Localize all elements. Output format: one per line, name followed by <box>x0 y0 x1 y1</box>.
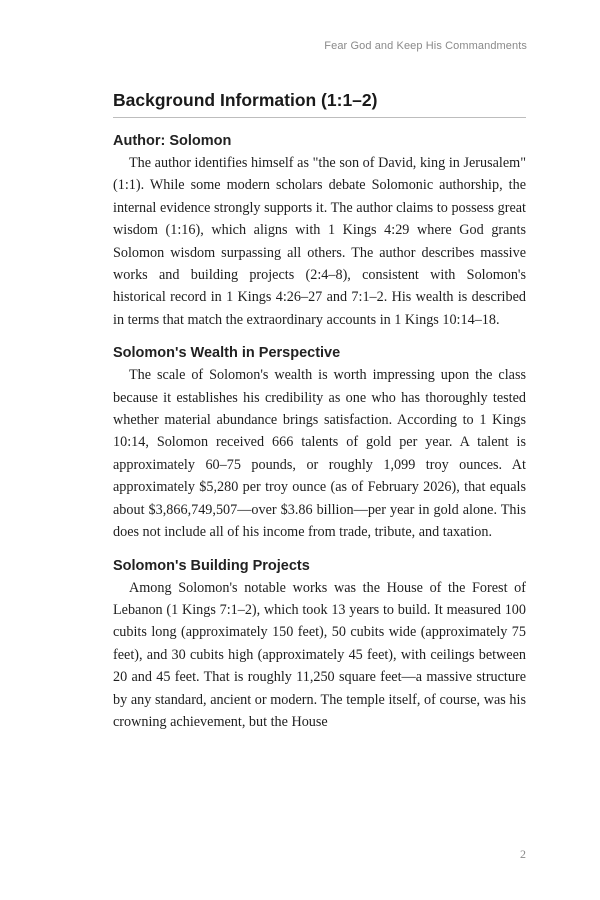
subsection-author <box>113 133 526 331</box>
body-paragraph: Among Solomon's notable works was the House of the Forest of Lebanon (1 Kings 7:1–2), which took 13 years to build. It measured 100 cubits long (approximately 150 feet), 50 cubits wide (approximately 75 feet), and 30 cubits high (approximately 45 feet), with ceilings between 20 and 45 feet. That is roughly 11,250 square feet—a massive structure by any standard, ancient or modern. The temple itself, of course, was his crowning achievement, but the House <box>113 579 526 730</box>
subsection-heading: Author: Solomon <box>113 133 232 149</box>
page-body <box>113 90 526 733</box>
section-title: Background Information (1:1–2) <box>113 90 526 118</box>
body-paragraph: The scale of Solomon's wealth is worth impressing upon the class because it establishes his credibility as one who has thoroughly tested whether material abundance brings satisfaction. According to 1 Kings 10:14, Solomon received 666 talents of gold per year. A talent is approximately 60–75 pounds, or roughly 1,099 troy ounces. At approximately $5,280 per troy ounce (as of February 2026), that equals about $3,866,749,507—over $3.86 billion—per year in gold alone. This does not include all of his income from trade, tribute, and taxation. <box>113 367 526 541</box>
subsection-wealth <box>113 345 526 543</box>
running-header: Fear God and Keep His Commandments <box>324 40 527 52</box>
subsection-heading: Solomon's Building Projects <box>113 557 310 574</box>
subsection-building <box>113 558 526 734</box>
body-paragraph: The author identifies himself as "the son of David, king in Jerusalem" (1:1). While some modern scholars debate Solomonic authorship, the internal evidence strongly supports it. The author claims to possess great wisdom (1:16), which aligns with 1 Kings 4:29 where God grants Solomon wisdom surpassing all others. The author describes massive works and building projects (2:4–8), consistent with Solomon's historical record in 1 Kings 4:26–27 and 7:1–2. His wealth is described in terms that match the extraordinary accounts in 1 Kings 10:14–18. <box>113 155 526 328</box>
page-number: 2 <box>520 847 526 861</box>
subsection-heading: Solomon's Wealth in Perspective <box>113 345 341 362</box>
